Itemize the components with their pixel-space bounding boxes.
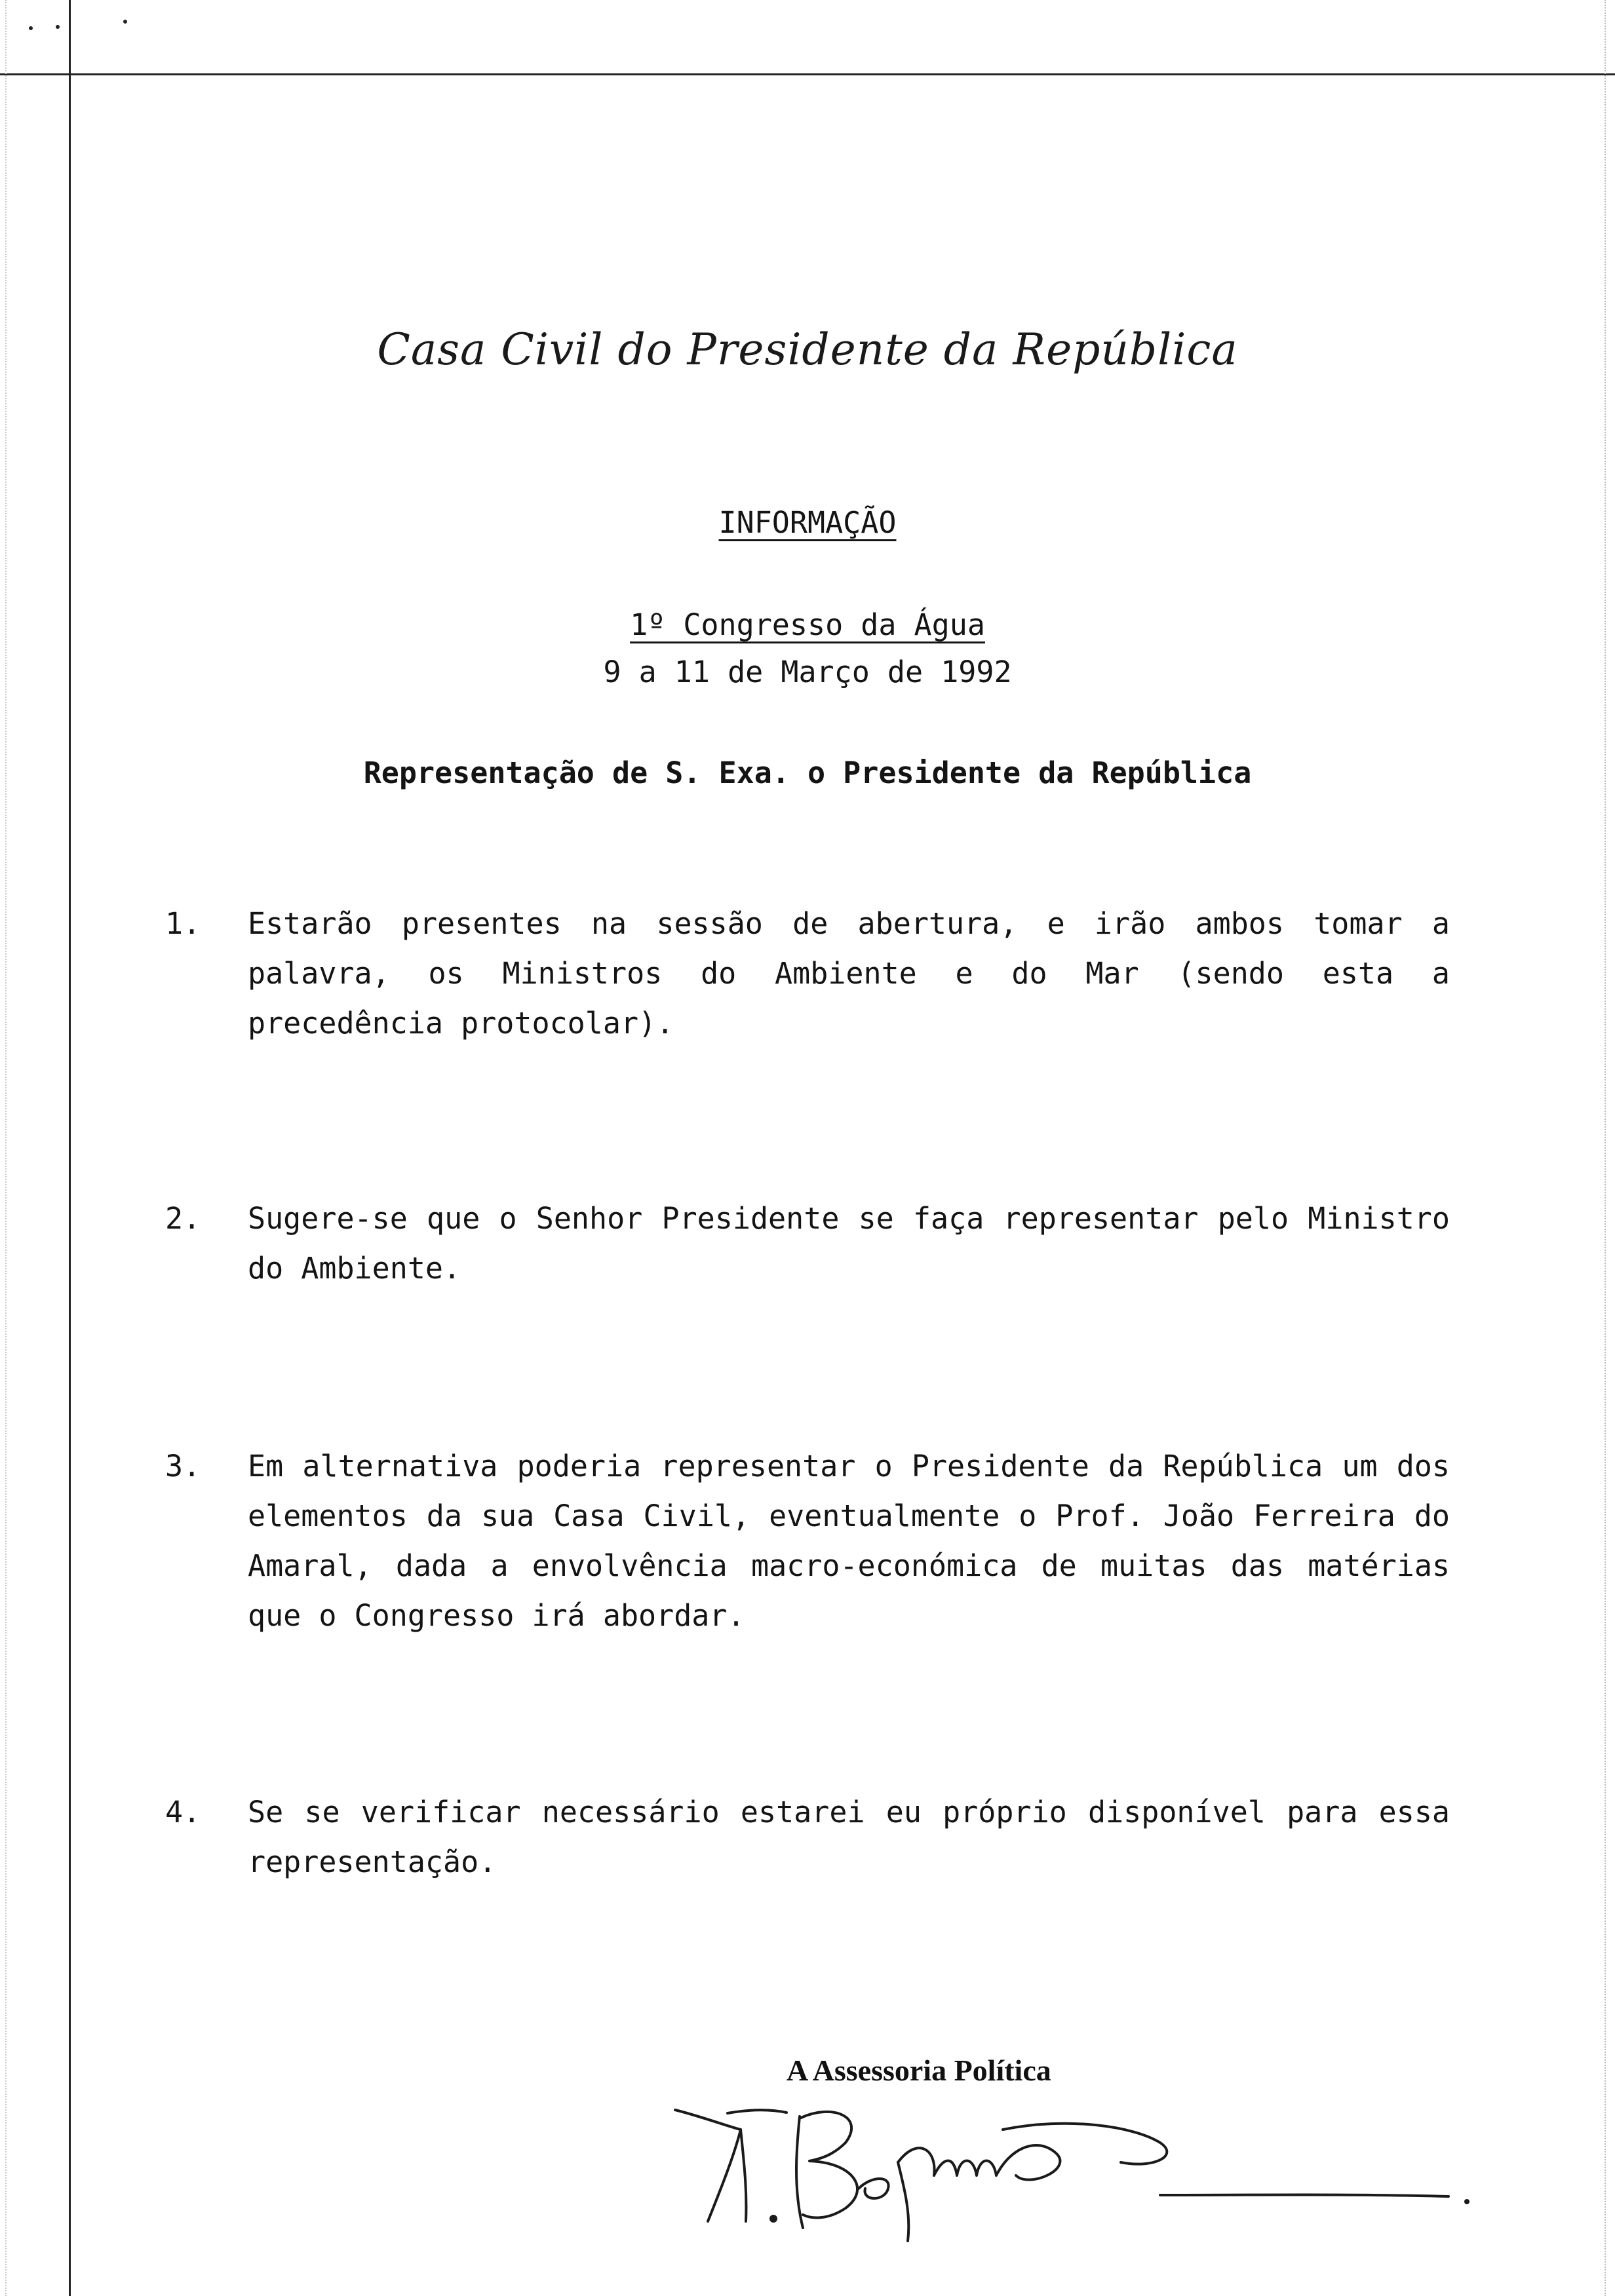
top-border-line bbox=[0, 73, 1615, 75]
subject-heading: Representação de S. Exa. o Presidente da República bbox=[363, 756, 1252, 790]
list-item bbox=[165, 1194, 1450, 1293]
document-title bbox=[0, 503, 1615, 543]
list-item bbox=[165, 1788, 1450, 1887]
scan-speck bbox=[123, 20, 127, 24]
item-text: Em alternativa poderia representar o Presidente da República um dos elementos da sua Casa Civil, eventualmente o Prof. João Ferreira do Amaral, dada a envolvência macro-económica de muitas das matérias que o Congresso irá abordar. bbox=[248, 1449, 1450, 1633]
item-number: 3. bbox=[165, 1449, 201, 1483]
item-number: 1. bbox=[165, 906, 201, 941]
letterhead: Casa Civil do Presidente da República bbox=[377, 324, 1238, 375]
list-item bbox=[165, 899, 1450, 1048]
item-text: Se se verificar necessário estarei eu próprio disponível para essa representação. bbox=[248, 1795, 1450, 1879]
item-number: 2. bbox=[165, 1201, 201, 1236]
signature-label: A Assessoria Política bbox=[787, 2054, 1051, 2087]
item-text: Estarão presentes na sessão de abertura, e irão ambos tomar a palavra, os Ministros do Ambiente e do Mar (sendo esta a precedência protocolar). bbox=[248, 906, 1450, 1041]
event-name: 1º Congresso da Água bbox=[630, 607, 985, 642]
item-number: 4. bbox=[165, 1795, 201, 1829]
document-title-text: INFORMAÇÃO bbox=[718, 505, 897, 540]
handwritten-signature bbox=[662, 2090, 1514, 2248]
scan-speck bbox=[29, 26, 33, 30]
event-dates: 9 a 11 de Março de 1992 bbox=[603, 655, 1012, 689]
item-text: Sugere-se que o Senhor Presidente se faça representar pelo Ministro do Ambiente. bbox=[248, 1201, 1450, 1286]
event-heading bbox=[0, 602, 1615, 696]
list-item bbox=[165, 1442, 1450, 1641]
scan-speck bbox=[56, 25, 60, 29]
